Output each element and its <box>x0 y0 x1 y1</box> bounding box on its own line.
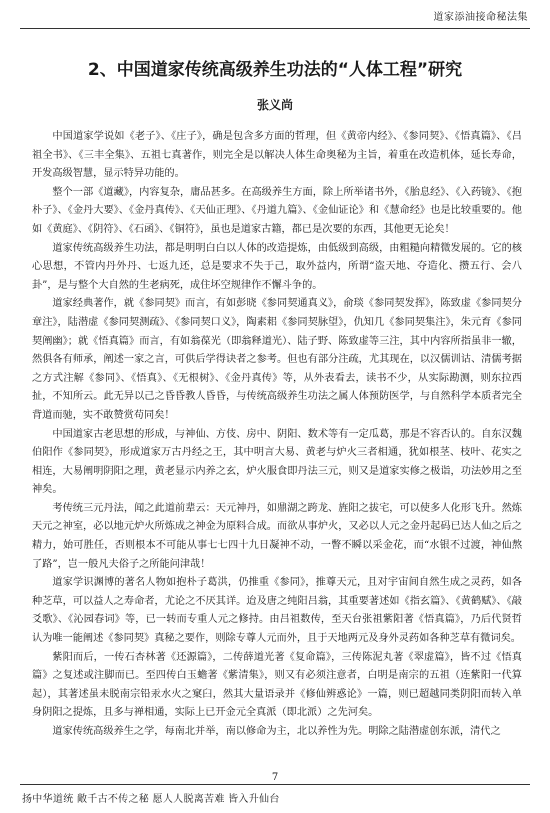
running-header-title: 道家添油接命秘法集 <box>433 12 528 23</box>
article-author: 张义尚 <box>256 98 293 112</box>
paragraph: 道家传统高级养生功法，都是明明白白以人体的改造提炼，由低级到高级，由粗糙向精微发展的。它的核心思想，不管内丹外丹、七返九还，总是要求不失于己，取外益内，所谓“盗天地、夺造化、攒五行、会八卦”，是与整个大自然的生老病死，成住坏空规律作不懈斗争的。 <box>32 242 522 291</box>
paragraph: 紫阳而后，一传石杏林著《还源篇》，二传薛道光著《复命篇》，三传陈泥丸著《翠虚篇》，皆不过《悟真篇》之复述或注脚而已。至四传白玉蟾著《紫清集》，则又有必须注意者，白明是南宗的五祖（连紫阳一代算起），其著述虽未脱南宗铅汞水火之窠臼，然其大量语录并《修仙辨惑论》一篇，则已超越同类阴阳而转入单身阴阳之提炼，且多与禅相通，实际上已开金元全真派（即北派）之先河矣。 <box>32 651 522 719</box>
article-title: 2、中国道家传统高级养生功法的“人体工程”研究 <box>87 60 463 80</box>
paragraph: 道家经典著作，就《参同契》而言，有如彭晓《参同契通真义》，俞琰《参同契发挥》，陈致虚《参同契分章注》，陆潜虚《参同契测疏》、《参同契口义》，陶素耜《参同契脉望》，仇知几《参同契集注》，朱元育《参同契阐幽》；就《悟真篇》而言，有如翁葆光（即翁释道光）、陆子野、陈致虚等三注，其中内容所指虽非一辙，然俱各有师承，阐述一家之言，可供后学得诀者之参考。但也有部分注疏，尤其现在，以汉儒训诂、清儒考据之方式注解《参同》、《悟真》、《无根树》、《金丹真传》等，从外表看去，读书不少，从实际勘测，则东拉西扯，不知所云。此无异以己之昏昏教人昏昏，与传统高级养生功法之属人体预防医学，与自然科学本质者完全背道而驰，实不敢赞赏苟同矣！ <box>32 298 522 421</box>
article-body <box>32 128 522 742</box>
paragraph: 道家传统高级养生之学，每南北并举，南以修命为主，北以养性为先。明除之陆潜虚创东派，清代之 <box>52 726 501 737</box>
paragraph: 道家学识渊博的著名人物如抱朴子葛洪，仍推重《参同》，推尊天元，且对宇宙间自然生成之灵药，如各种芝草，可以益人之寿命者，尤论之不厌其详。迨及唐之纯阳吕翁，其重要著述如《指玄篇》、《黄鹤赋》、《敲爻歌》、《沁园春词》等，已一转而专重人元之修持。由吕祖数传，至天台张祖紫阳著《悟真篇》，乃后代贤哲认为唯一能阐述《参同契》真秘之要作，则除专尊人元而外，且于天地两元及身外灵药如各种芝草有微词矣。 <box>32 577 522 645</box>
paragraph: 中国道家古老思想的形成，与神仙、方伎、房中、阴阳、数术等有一定瓜葛，那是不容否认的。自东汉魏伯阳作《参同契》，形成道家万古丹经之王，其中明言大易、黄老与炉火三者相通，犹如根茎、枝叶、花实之相连，大易阐明阴阳之理，黄老显示内养之玄，炉火服食即丹法三元，则又是道家实修之极诣，功法妙用之至神矣。 <box>32 428 522 496</box>
paragraph: 整个一部《道藏》，内容复杂，庸品甚多。在高级养生方面，除上所举诸书外，《胎息经》、《入药镜》、《抱朴子》、《金丹大要》、《金丹真传》、《天仙正理》、《丹道九篇》、《金仙证论》和《慧命经》也是比较重要的。他如《黄庭》、《阴符》、《石函》、《铜符》，虽也是道家古籍，都已是次要的东西，其他更无论矣！ <box>32 186 522 235</box>
footer-motto: 扬中华道统 敞千古不传之秘 愿人人脱离苦难 皆入升仙台 <box>22 794 280 805</box>
page-footer <box>20 784 530 813</box>
paragraph: 中国道家学说如《老子》、《庄子》，确是包含多方面的哲理，但《黄帝内经》、《参同契》、《悟真篇》、《吕祖全书》、《三丰全集》、五祖七真著作，则完全是以解决人体生命奥秘为主旨，着重在改造机体，延长寿命，开发高级智慧，显示特异功能的。 <box>32 131 522 180</box>
paragraph: 考传统三元丹法，闻之此道前辈云：天元神丹，如鼎湖之跨龙、旌阳之拔宅，可以使多人化形飞升。然炼天元之神室，必以地元炉火所炼成之神金为原料合成。而欲从事炉火，又必以人元之金丹起码已达人仙之后之精力，始可胜任，否则根本不可能从事七七四十九日凝神不动，一瞥不瞬以采金花，而“水银不过渡，神仙熬了路”，岂一般凡夫俗子之所能问津哉！ <box>32 502 522 570</box>
page-header <box>20 0 530 29</box>
page-number: 7 <box>271 772 279 783</box>
